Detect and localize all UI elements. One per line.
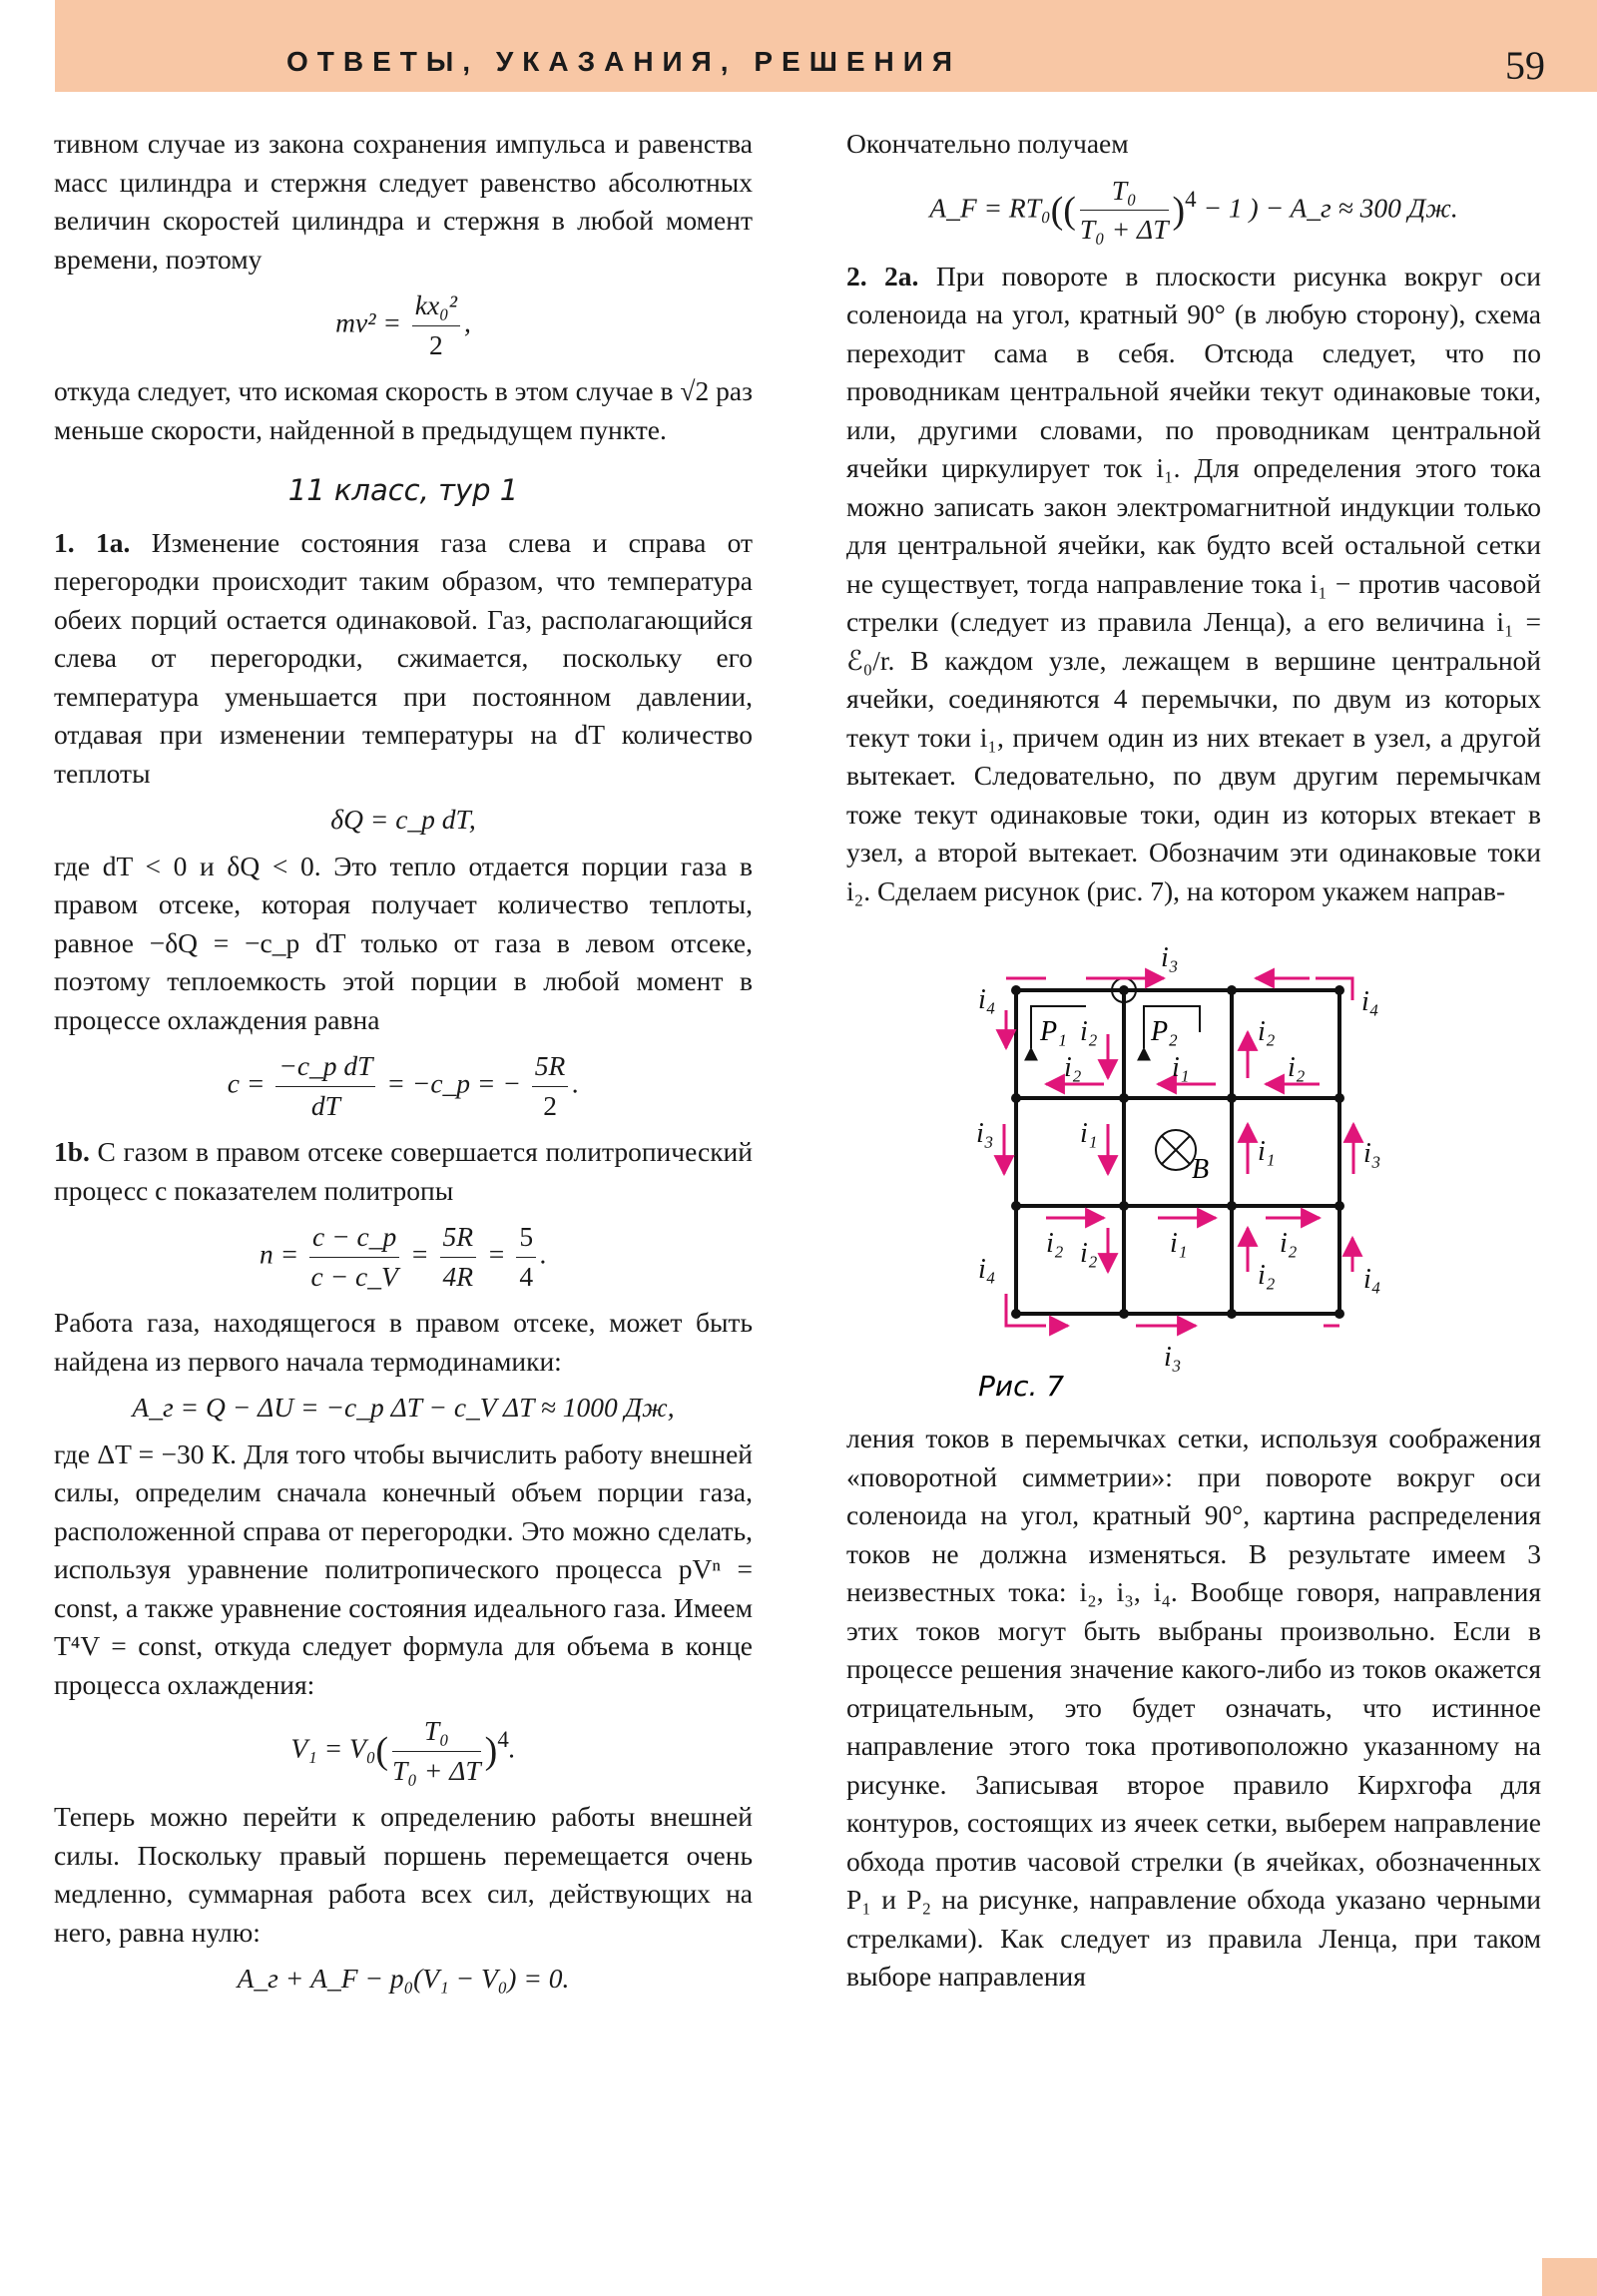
i2-label: i₂ [1258, 1016, 1276, 1047]
circuit-grid-diagram [846, 938, 1541, 1408]
paragraph: откуда следует, что искомая скорость в этом случае в √2 раз меньше скорости, найденной в предыдущем пункте. [54, 375, 753, 445]
i2-label: i₂ [1258, 1260, 1276, 1291]
b-label: B [1192, 1154, 1210, 1185]
left-column [54, 125, 753, 2007]
paragraph: где dT < 0 и δQ < 0. Это тепло отдается порции газа в правом отсеке, которая получает количество теплоты, равное −δQ = −c_p dT только от газа в левом отсеке, поэтому теплоемкость этой порции в любой момент в процессе охлаждения равна [54, 850, 753, 1035]
paragraph: Работа газа, находящегося в правом отсеке, может быть найдена из первого начала термодинамики: [54, 1307, 753, 1377]
formula: δQ = c_p dT, [330, 804, 476, 835]
section-heading: 11 класс, тур 1 [287, 473, 519, 507]
i4-label: i₄ [978, 1254, 996, 1285]
i1-label: i₁ [1172, 1052, 1190, 1083]
paragraph: 1. 1а. Изменение состояния газа слева и справа от перегородки происходит таким образом, что температура обеих порций остается одинаковой. Газ, располагающийся слева от перегородки, сжимается, поскольку его температура уменьшается при постоянном давлении, отдавая при изменении температуры на dT количество теплоты [54, 526, 754, 789]
i4-label: i₄ [978, 984, 996, 1015]
figure-7 [846, 938, 1541, 1408]
formula: mv² = $\frac{\text{kx₀²}}{2}$ , [54, 287, 753, 364]
formula: A_г + A_F − p₀(V₁ − V₀) = 0. [237, 1963, 570, 1994]
i1-label: i₁ [1170, 1228, 1188, 1259]
i3-label: i₃ [1363, 1138, 1381, 1169]
i3-label: i₃ [976, 1118, 994, 1149]
i2-label: i₂ [1064, 1052, 1082, 1083]
i3-label: i₃ [1164, 1342, 1182, 1373]
paragraph: где ΔT = −30 К. Для того чтобы вычислить работу внешней силы, определим сначала конечный объем порции газа, расположенной справа от перегородки. Это можно сделать, используя уравнение политропического процесса pVⁿ = const, а также уравнение состояния идеального газа. Имеем T⁴V = const, откуда следует формула для объема в конце процесса охлаждения: [54, 1437, 753, 1700]
paragraph: 1b. С газом в правом отсеке совершается политропический процесс с показателем политропы [54, 1136, 753, 1206]
formula: A_F = RT₀(( $\frac{\text{T₀}}{\text{T₀ + ΔT}}$ )$^4$ − 1 ) − A_г ≈ 300 Дж. [846, 172, 1541, 250]
i4-label: i₄ [1363, 1264, 1381, 1295]
paragraph: 2. 2а. При повороте в плоскости рисунка вокруг оси соленоида на угол, кратный 90° (в любую сторону), схема переходит сама в себя. Отсюда следует, что по проводникам центральной ячейки текут одинаковые токи, или, другими словами, по проводникам центральной ячейки циркулирует ток i₁. Для определения этого тока можно записать закон электромагнитной индукции только для центральной ячейки, как будто всей остальной сетки не существует, тогда направление тока i₁ − против часовой стрелки (следует из правила Ленца), а его величина i₁ = ℰ₀/r. В каждом узле, лежащем в вершине центральной ячейки, соединяются 4 перемычки, по двум из которых текут токи i₁, причем один из них втекает в узел, а другой вытекает. Следовательно, по двум другим перемычкам тоже текут одинаковые токи, один из которых втекает в узел, а второй вытекает. Обозначим эти одинаковые токи i₂. Сделаем рисунок (рис. 7), на котором укажем направ- [846, 260, 1542, 906]
p1-label: P₁ [1040, 1016, 1067, 1047]
i1-label: i₁ [1080, 1118, 1098, 1149]
problem-label: 1b. [54, 1136, 90, 1167]
right-column [846, 125, 1541, 1997]
i1-label: i₁ [1258, 1136, 1276, 1167]
i2-label: i₂ [1080, 1238, 1098, 1269]
page-header [55, 0, 1597, 92]
page-number: 59 [1505, 43, 1545, 88]
figure-caption: Рис. 7 [978, 1370, 1065, 1403]
formula: c = $\frac{\text{−c\_p dT}}{dT}$ = −c_p = − $\frac{5R}{2}$ . [54, 1047, 753, 1125]
page-corner-tab [1542, 2258, 1597, 2296]
running-title: ОТВЕТЫ, УКАЗАНИЯ, РЕШЕНИЯ [285, 46, 961, 77]
paragraph: Теперь можно перейти к определению работы внешней силы. Поскольку правый поршень перемещается очень медленно, суммарная работа всех сил, действующих на него, равна нулю: [54, 1801, 753, 1948]
i2-label: i₂ [1288, 1052, 1306, 1083]
i2-label: i₂ [1280, 1228, 1298, 1259]
formula: n = $\frac{c - c\_p}{c - c\_V}$ = $\frac{5R}{4R}$ = $\frac{5}{4}$ . [54, 1218, 753, 1296]
problem-label: 2. 2а. [846, 260, 919, 291]
i4-label: i₄ [1361, 986, 1379, 1017]
paragraph: тивном случае из закона сохранения импульса и равенства масс цилиндра и стержня следует равенство абсолютных величин скоростей цилиндра и стержня в любой момент времени, поэтому [54, 128, 753, 275]
i3-label: i₃ [1161, 942, 1179, 973]
problem-label: 1. 1а. [54, 526, 131, 558]
paragraph: ления токов в перемычках сетки, используя соображения «поворотной симметрии»: при повороте вокруг оси соленоида на угол, кратный 90°, картина распределения токов не должна изменяться. В результате имеем 3 неизвестных тока: i₂, i₃, i₄. Вообще говоря, направления этих токов могут быть выбраны произвольно. Если в процессе решения значение какого-либо из токов окажется отрицательным, это будет означать, что истинное направление этого тока противоположно указанному на рисунке. Записывая второе правило Кирхгофа для контуров, состоящих из ячеек сетки, выберем направление обхода против часовой стрелки (в ячейках, обозначенных P₁ и P₂ на рисунке, направление обхода указано черными стрелками). Как следует из правила Ленца, при таком выборе направления [846, 1423, 1541, 1992]
i2-label: i₂ [1046, 1228, 1064, 1259]
p2-label: P₂ [1151, 1016, 1178, 1047]
i2-label: i₂ [1080, 1016, 1098, 1047]
formula: A_г = Q − ΔU = −c_p ΔT − c_V ΔT ≈ 1000 Дж, [132, 1392, 675, 1423]
magnetic-field-symbol [1156, 1130, 1196, 1170]
paragraph: Окончательно получаем [846, 128, 1129, 159]
formula: V₁ = V₀( $\frac{\text{T₀}}{\text{T₀ + ΔT}}$ )$^4$. [54, 1712, 753, 1790]
